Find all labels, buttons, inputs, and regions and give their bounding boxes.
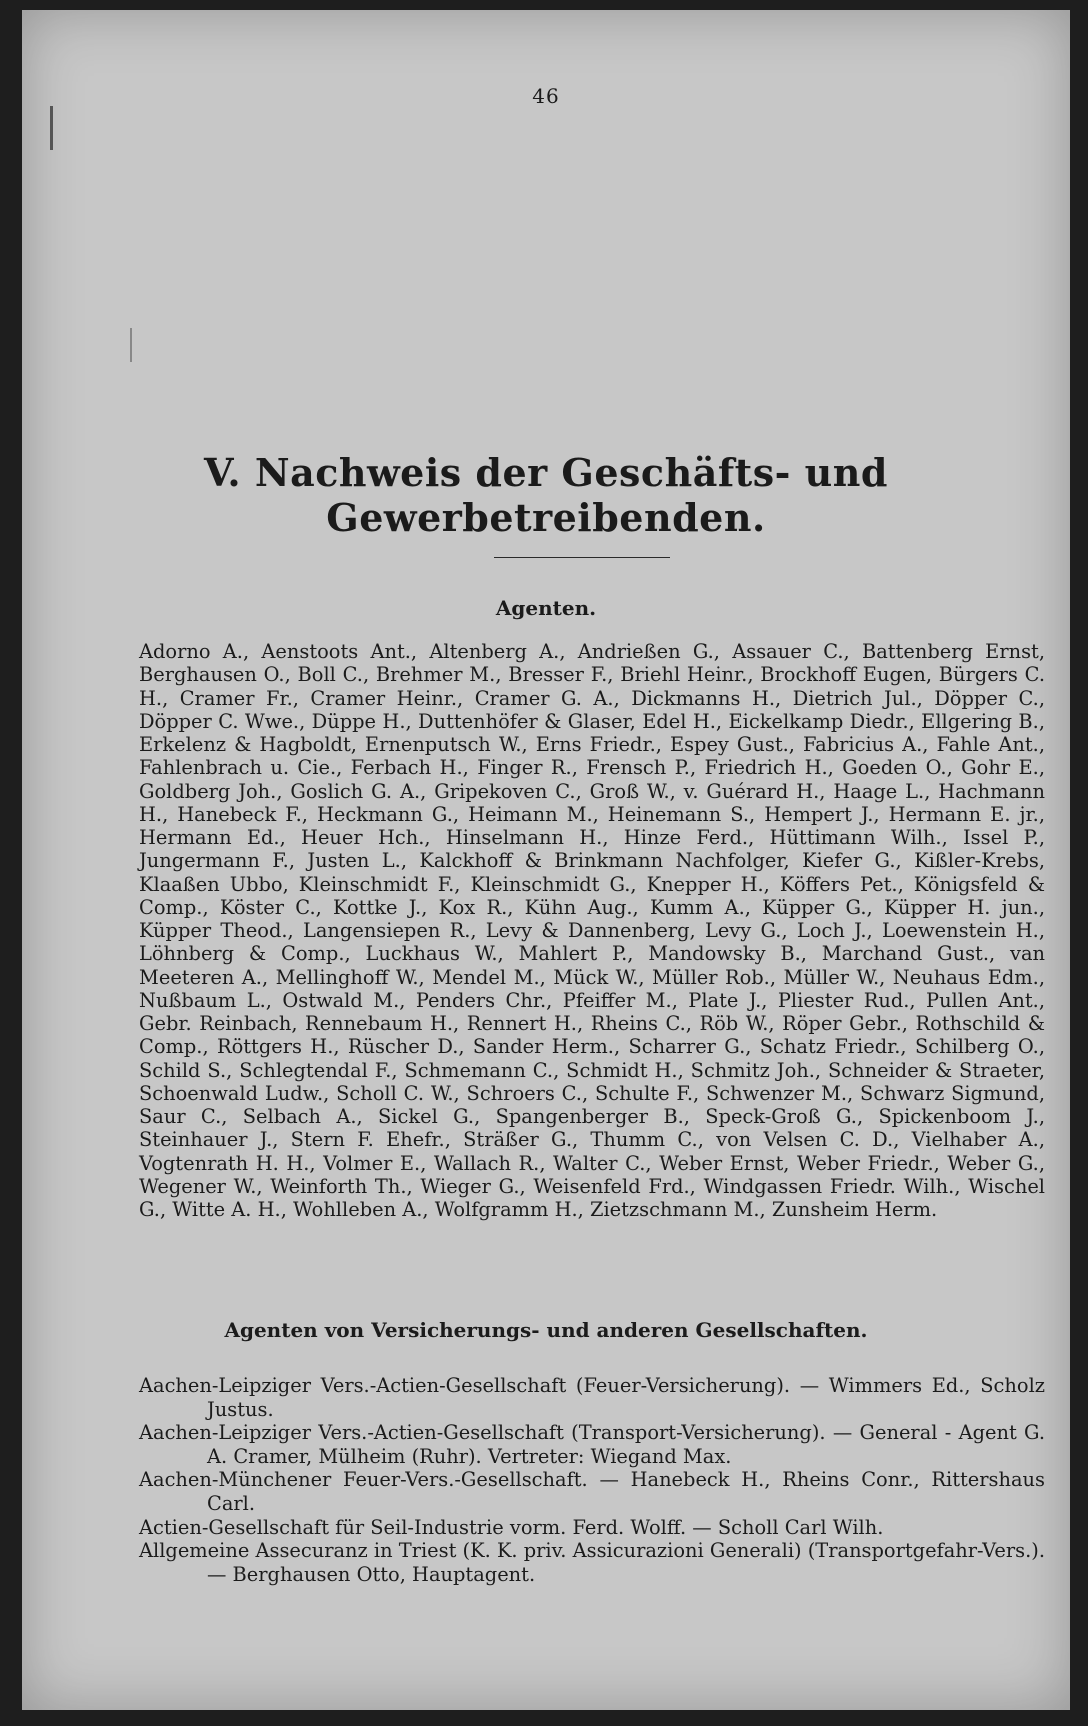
- insurance-entry: Actien-Gesellschaft für Seil-Industrie vorm. Ferd. Wolff. — Scholl Carl Wilh.: [139, 1515, 884, 1539]
- page-number: 46: [532, 84, 560, 108]
- agents-heading: Agenten.: [495, 596, 597, 620]
- document-page: [22, 10, 1070, 1710]
- agents-list: Adorno A., Aenstoots Ant., Altenberg A., Andrießen G., Assauer C., Battenberg Ernst, Berghausen O., Boll C., Brehmer M., Bresser F., Briehl Heinr., Brockhoff Eugen, Bürgers C. H., Cramer Fr., Cramer Heinr., Cramer G. A., Dickmanns H., Dietrich Jul., Döpper C., Döpper C. Wwe., Düppe H., Duttenhöfer & Glaser, Edel H., Eickelkamp Diedr., Ellgering B., Erkelenz & Hagboldt, Ernenputsch W., Erns Friedr., Espey Gust., Fabricius A., Fahle Ant., Fahlenbrach u. Cie., Ferbach H., Finger R., Frensch P., Friedrich H., Goeden O., Gohr E., Goldberg Joh., Goslich G. A., Gripekoven C., Groß W., v. Guérard H., Haage L., Hachmann H., Hanebeck F., Heckmann G., Heimann M., Heinemann S., Hempert J., Hermann E. jr., Hermann Ed., Heuer Hch., Hinselmann H., Hinze Ferd., Hüttimann Wilh., Issel P., Jungermann F., Justen L., Kalckhoff & Brinkmann Nachfolger, Kiefer G., Kißler-Krebs, Klaaßen Ubbo, Kleinschmidt F., Kleinschmidt G., Knepper H., Köffers Pet., Königsfeld & Comp., Köster C., Kottke J., Kox R., Kühn Aug., Kumm A., Küpper G., Küpper H. jun., Küpper Theod., Langensiepen R., Levy & Dannenberg, Levy G., Loch J., Loewenstein H., Löhnberg & Comp., Luckhaus W., Mahlert P., Mandowsky B., Marchand Gust., van Meeteren A., Mellinghoff W., Mendel M., Mück W., Müller Rob., Müller W., Neuhaus Edm., Nußbaum L., Ostwald M., Penders Chr., Pfeiffer M., Plate J., Pliester Rud., Pullen Ant., Gebr. Reinbach, Rennebaum H., Rennert H., Rheins C., Röb W., Röper Gebr., Rothschild & Comp., Röttgers H., Rüscher D., Sander Herm., Scharrer G., Schatz Friedr., Schilberg O., Schild S., Schlegtendal F., Schmemann C., Schmidt H., Schmitz Joh., Schneider & Straeter, Schoenwald Ludw., Scholl C. W., Schroers C., Schulte F., Schwenzer M., Schwarz Sigmund, Saur C., Selbach A., Sickel G., Spangenberger B., Speck-Groß G., Spickenboom J., Steinhauer J., Stern F. Ehefr., Sträßer G., Thumm C., von Velsen C. D., Vielhaber A., Vogtenrath H. H., Volmer E., Wallach R., Walter C., Weber Ernst, Weber Friedr., Weber G., Wegener W., Weinforth Th., Wieger G., Weisenfeld Frd., Windgassen Friedr. Wilh., Wischel G., Witte A. H., Wohlleben A., Wolfgramm H., Zietzschmann M., Zunsheim Herm.: [139, 640, 1045, 1221]
- margin-mark: [130, 328, 132, 362]
- insurance-entry: Aachen-Leipziger Vers.-Actien-Gesellschaft (Transport-Versicherung). — General - Agent G. A. Cramer, Mülheim (Ruhr). Vertreter: Wiegand Max.: [139, 1421, 1045, 1468]
- binding-mark: [50, 106, 53, 150]
- insurance-agents-heading: Agenten von Versicherungs- und anderen Gesellschaften.: [224, 1318, 868, 1342]
- insurance-entry: Allgemeine Assecuranz in Triest (K. K. priv. Assicurazioni Generali) (Transportgefahr-Vers.). — Berghausen Otto, Hauptagent.: [139, 1539, 1045, 1586]
- insurance-entry: Aachen-Leipziger Vers.-Actien-Gesellschaft (Feuer-Versicherung). — Wimmers Ed., Scholz Justus.: [139, 1374, 1045, 1421]
- chapter-title: V. Nachweis der Geschäfts- und Gewerbetreibenden.: [204, 450, 888, 540]
- insurance-entry: Aachen-Münchener Feuer-Vers.-Gesellschaft. — Hanebeck H., Rheins Conr., Rittershaus Carl.: [139, 1468, 1045, 1515]
- insurance-agents-list: [139, 1374, 1045, 1586]
- title-divider: [494, 557, 670, 558]
